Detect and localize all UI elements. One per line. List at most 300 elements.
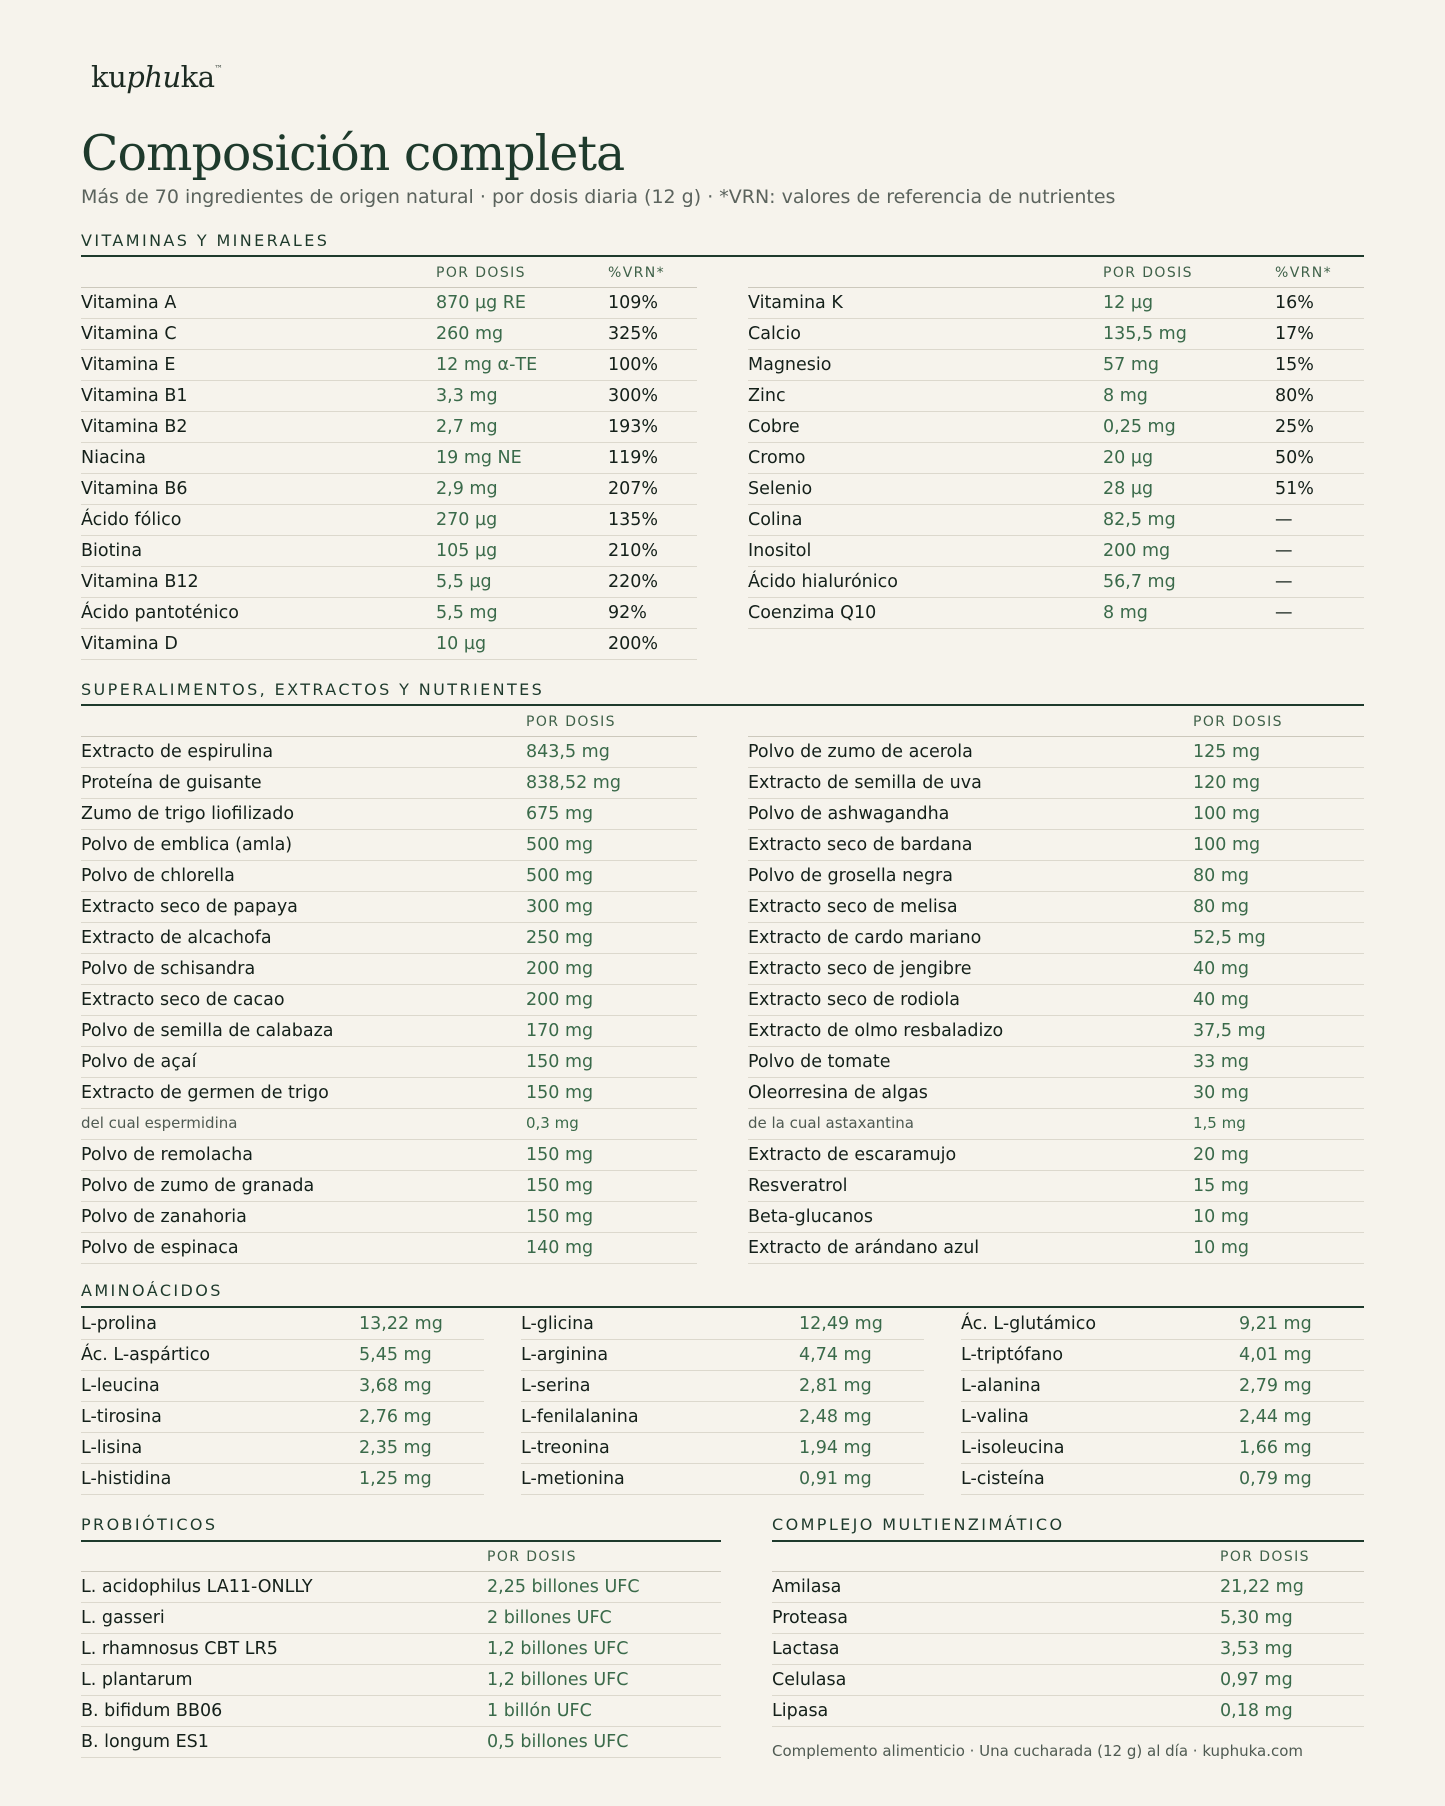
table-row: [81, 1340, 484, 1371]
ingredient-dose: 19 mg NE: [436, 448, 522, 468]
ingredient-name: Extracto seco de bardana: [748, 835, 973, 855]
ingredient-dose: 37,5 mg: [1193, 1021, 1266, 1041]
ingredient-name: Polvo de zumo de granada: [81, 1176, 315, 1196]
table-row: [748, 1233, 1364, 1264]
ingredient-dose: 150 mg: [526, 1145, 594, 1165]
ingredient-dose: 2,44 mg: [1239, 1407, 1312, 1427]
column-header-vrn: %VRN*: [1275, 265, 1333, 281]
table-row: [81, 1402, 484, 1433]
table-row: [81, 598, 697, 629]
ingredient-name: Polvo de emblica (amla): [81, 835, 293, 855]
ingredient-vrn: 300%: [608, 386, 659, 406]
ingredient-name: L-valina: [961, 1407, 1029, 1427]
ingredient-dose: 200 mg: [526, 959, 594, 979]
ingredient-name: Inositol: [748, 541, 812, 561]
ingredient-name: Extracto seco de papaya: [81, 897, 298, 917]
table-row: [961, 1340, 1364, 1371]
ingredient-name: Polvo de chlorella: [81, 866, 235, 886]
table-row: [748, 474, 1364, 505]
ingredient-vrn: 15%: [1275, 355, 1314, 375]
ingredient-name: L-prolina: [81, 1314, 157, 1334]
amino-table-col1: [81, 1309, 484, 1495]
ingredient-dose: 57 mg: [1103, 355, 1159, 375]
ingredient-name: Extracto seco de melisa: [748, 897, 958, 917]
ingredient-name: L-treonina: [521, 1438, 610, 1458]
ingredient-dose: 82,5 mg: [1103, 510, 1176, 530]
ingredient-name: Ác. L-glutámico: [961, 1314, 1097, 1334]
ingredient-dose: 0,3 mg: [526, 1114, 579, 1132]
ingredient-name: Colina: [748, 510, 803, 530]
ingredient-dose: 870 µg RE: [436, 293, 526, 313]
ingredient-name: Magnesio: [748, 355, 832, 375]
table-row: [81, 830, 697, 861]
table-row: [748, 1016, 1364, 1047]
table-row: [961, 1371, 1364, 1402]
table-row: [521, 1402, 924, 1433]
table-row: [81, 1371, 484, 1402]
ingredient-name: Extracto de espirulina: [81, 742, 274, 762]
table-row: [81, 1078, 697, 1109]
table-row: [748, 412, 1364, 443]
page-title: Composición completa: [81, 125, 625, 182]
table-row: [81, 350, 697, 381]
ingredient-dose: 1 billón UFC: [487, 1701, 592, 1721]
table-row: [748, 536, 1364, 567]
ingredient-dose: 200 mg: [1103, 541, 1171, 561]
footer-note: Complemento alimenticio · Una cucharada (12 g) al día · kuphuka.com: [772, 1742, 1304, 1760]
ingredient-vrn: —: [1275, 510, 1293, 530]
ingredient-dose: 150 mg: [526, 1083, 594, 1103]
ingredient-dose: 100 mg: [1193, 804, 1261, 824]
ingredient-name: Proteasa: [772, 1608, 848, 1628]
ingredient-dose: 4,01 mg: [1239, 1345, 1312, 1365]
ingredient-dose: 1,5 mg: [1193, 1114, 1246, 1132]
ingredient-name: L. plantarum: [81, 1670, 193, 1690]
ingredient-dose: 170 mg: [526, 1021, 594, 1041]
ingredient-dose: 40 mg: [1193, 959, 1249, 979]
column-header-dose: POR DOSIS: [1193, 714, 1283, 730]
table-row: [521, 1464, 924, 1495]
ingredient-dose: 2,81 mg: [799, 1376, 872, 1396]
table-row: [748, 505, 1364, 536]
table-header-row: [748, 258, 1364, 288]
ingredient-vrn: 51%: [1275, 479, 1314, 499]
amino-table-col3: [961, 1309, 1364, 1495]
ingredient-dose: 28 µg: [1103, 479, 1154, 499]
ingredient-name: L-serina: [521, 1376, 591, 1396]
table-row: [748, 768, 1364, 799]
ingredient-dose: 843,5 mg: [526, 742, 610, 762]
ingredient-name: L-cisteína: [961, 1469, 1045, 1489]
superfoods-table-right: [748, 707, 1364, 1264]
section-heading-enzymes: COMPLEJO MULTIENZIMÁTICO: [772, 1515, 1065, 1534]
ingredient-name: L-arginina: [521, 1345, 609, 1365]
ingredient-name: Niacina: [81, 448, 146, 468]
ingredient-dose: 56,7 mg: [1103, 572, 1176, 592]
ingredient-name: Vitamina B1: [81, 386, 188, 406]
ingredient-name: Resveratrol: [748, 1176, 848, 1196]
ingredient-name: L-metionina: [521, 1469, 625, 1489]
table-row: [772, 1572, 1364, 1603]
ingredient-name: Extracto seco de jengibre: [748, 959, 972, 979]
column-header-dose: POR DOSIS: [526, 714, 616, 730]
ingredient-dose: 0,91 mg: [799, 1469, 872, 1489]
ingredient-dose: 105 µg: [436, 541, 498, 561]
ingredient-name: Polvo de zumo de acerola: [748, 742, 973, 762]
ingredient-name: Calcio: [748, 324, 801, 344]
table-row: [81, 1233, 697, 1264]
table-row: [81, 954, 697, 985]
ingredient-name: Oleorresina de algas: [748, 1083, 928, 1103]
ingredient-name: del cual espermidina: [81, 1114, 238, 1132]
ingredient-name: Amilasa: [772, 1577, 842, 1597]
ingredient-name: Coenzima Q10: [748, 603, 877, 623]
table-row: [81, 381, 697, 412]
probiotics-table: [81, 1542, 721, 1758]
table-subrow: [748, 1109, 1364, 1140]
table-row: [81, 1572, 721, 1603]
ingredient-dose: 270 µg: [436, 510, 498, 530]
ingredient-name: Ác. L-aspártico: [81, 1345, 211, 1365]
table-row: [81, 1047, 697, 1078]
ingredient-name: Ácido pantoténico: [81, 603, 239, 623]
ingredient-dose: 20 mg: [1193, 1145, 1249, 1165]
ingredient-name: L-histidina: [81, 1469, 172, 1489]
table-row: [961, 1402, 1364, 1433]
ingredient-vrn: 16%: [1275, 293, 1314, 313]
table-row: [748, 319, 1364, 350]
table-row: [748, 954, 1364, 985]
ingredient-name: Polvo de ashwagandha: [748, 804, 950, 824]
table-row: [81, 1464, 484, 1495]
ingredient-vrn: 92%: [608, 603, 647, 623]
table-row: [748, 861, 1364, 892]
ingredient-dose: 33 mg: [1193, 1052, 1249, 1072]
page-subtitle: Más de 70 ingredientes de origen natural · por dosis diaria (12 g) · *VRN: valores de referencia de nutrientes: [81, 186, 1116, 208]
ingredient-name: Vitamina K: [748, 293, 843, 313]
ingredient-dose: 1,2 billones UFC: [487, 1670, 629, 1690]
section-rule: [81, 255, 1364, 257]
ingredient-name: Beta-glucanos: [748, 1207, 873, 1227]
table-row: [521, 1433, 924, 1464]
ingredient-name: Extracto de germen de trigo: [81, 1083, 329, 1103]
ingredient-dose: 675 mg: [526, 804, 594, 824]
ingredient-name: L-glicina: [521, 1314, 594, 1334]
superfoods-table-left: [81, 707, 697, 1264]
table-row: [81, 861, 697, 892]
column-header-vrn: %VRN*: [608, 265, 666, 281]
ingredient-dose: 150 mg: [526, 1176, 594, 1196]
ingredient-vrn: —: [1275, 572, 1293, 592]
ingredient-vrn: 135%: [608, 510, 659, 530]
ingredient-name: L-alanina: [961, 1376, 1041, 1396]
ingredient-dose: 10 mg: [1193, 1238, 1249, 1258]
ingredient-name: Polvo de remolacha: [81, 1145, 253, 1165]
ingredient-name: Ácido hialurónico: [748, 572, 898, 592]
ingredient-name: L-triptófano: [961, 1345, 1064, 1365]
ingredient-dose: 40 mg: [1193, 990, 1249, 1010]
ingredient-name: Polvo de espinaca: [81, 1238, 239, 1258]
ingredient-dose: 300 mg: [526, 897, 594, 917]
table-row: [748, 598, 1364, 629]
table-row: [81, 1016, 697, 1047]
ingredient-name: Proteína de guisante: [81, 773, 262, 793]
table-row: [772, 1603, 1364, 1634]
table-row: [81, 1696, 721, 1727]
ingredient-dose: 3,3 mg: [436, 386, 498, 406]
ingredient-vrn: 25%: [1275, 417, 1314, 437]
ingredient-vrn: 210%: [608, 541, 659, 561]
table-header-row: [81, 1542, 721, 1572]
ingredient-name: L-leucina: [81, 1376, 160, 1396]
ingredient-name: Celulasa: [772, 1670, 847, 1690]
table-row: [748, 1047, 1364, 1078]
ingredient-vrn: 200%: [608, 634, 659, 654]
section-heading-probiotics: PROBIÓTICOS: [81, 1515, 218, 1534]
table-row: [748, 830, 1364, 861]
ingredient-dose: 20 µg: [1103, 448, 1154, 468]
table-row: [748, 350, 1364, 381]
ingredient-name: Extracto seco de cacao: [81, 990, 285, 1010]
vitamins-table-right: [748, 258, 1364, 629]
ingredient-dose: 2,7 mg: [436, 417, 498, 437]
table-row: [748, 985, 1364, 1016]
ingredient-dose: 52,5 mg: [1193, 928, 1266, 948]
ingredient-vrn: 207%: [608, 479, 659, 499]
ingredient-dose: 1,66 mg: [1239, 1438, 1312, 1458]
ingredient-dose: 2,76 mg: [359, 1407, 432, 1427]
ingredient-dose: 4,74 mg: [799, 1345, 872, 1365]
ingredient-name: L-fenilalanina: [521, 1407, 639, 1427]
ingredient-name: L. rhamnosus CBT LR5: [81, 1639, 278, 1659]
table-row: [81, 536, 697, 567]
ingredient-name: Zinc: [748, 386, 786, 406]
table-row: [748, 288, 1364, 319]
ingredient-dose: 10 mg: [1193, 1207, 1249, 1227]
table-row: [81, 1603, 721, 1634]
table-row: [81, 567, 697, 598]
section-heading-superfoods: SUPERALIMENTOS, EXTRACTOS Y NUTRIENTES: [81, 680, 545, 699]
ingredient-dose: 838,52 mg: [526, 773, 621, 793]
ingredient-dose: 500 mg: [526, 866, 594, 886]
table-row: [961, 1464, 1364, 1495]
table-row: [81, 892, 697, 923]
ingredient-name: Polvo de grosella negra: [748, 866, 953, 886]
ingredient-dose: 5,30 mg: [1220, 1608, 1293, 1628]
table-row: [961, 1309, 1364, 1340]
ingredient-dose: 10 µg: [436, 634, 487, 654]
ingredient-name: Selenio: [748, 479, 813, 499]
table-row: [81, 1634, 721, 1665]
ingredient-name: Polvo de açaí: [81, 1052, 197, 1072]
ingredient-name: L-lisina: [81, 1438, 143, 1458]
ingredient-dose: 260 mg: [436, 324, 504, 344]
ingredient-dose: 2,9 mg: [436, 479, 498, 499]
ingredient-dose: 0,25 mg: [1103, 417, 1176, 437]
table-row: [748, 443, 1364, 474]
column-header-dose: POR DOSIS: [487, 1549, 577, 1565]
ingredient-vrn: 109%: [608, 293, 659, 313]
ingredient-dose: 8 mg: [1103, 603, 1148, 623]
ingredient-name: Extracto seco de rodiola: [748, 990, 960, 1010]
ingredient-dose: 2,48 mg: [799, 1407, 872, 1427]
ingredient-name: de la cual astaxantina: [748, 1114, 914, 1132]
table-row: [748, 1171, 1364, 1202]
ingredient-dose: 3,53 mg: [1220, 1639, 1293, 1659]
ingredient-vrn: 325%: [608, 324, 659, 344]
ingredient-dose: 5,5 µg: [436, 572, 492, 592]
table-row: [81, 505, 697, 536]
ingredient-dose: 120 mg: [1193, 773, 1261, 793]
ingredient-dose: 2,35 mg: [359, 1438, 432, 1458]
ingredient-name: Vitamina A: [81, 293, 177, 313]
ingredient-dose: 30 mg: [1193, 1083, 1249, 1103]
ingredient-dose: 150 mg: [526, 1052, 594, 1072]
ingredient-dose: 12,49 mg: [799, 1314, 883, 1334]
ingredient-vrn: 100%: [608, 355, 659, 375]
table-row: [81, 799, 697, 830]
ingredient-name: Vitamina B12: [81, 572, 199, 592]
table-row: [81, 1202, 697, 1233]
table-row: [81, 1140, 697, 1171]
ingredient-name: Extracto de escaramujo: [748, 1145, 957, 1165]
ingredient-dose: 1,2 billones UFC: [487, 1639, 629, 1659]
ingredient-dose: 0,79 mg: [1239, 1469, 1312, 1489]
section-rule: [81, 704, 1364, 706]
table-row: [748, 799, 1364, 830]
table-row: [81, 923, 697, 954]
ingredient-dose: 250 mg: [526, 928, 594, 948]
ingredient-vrn: —: [1275, 603, 1293, 623]
table-row: [81, 1727, 721, 1758]
ingredient-vrn: 50%: [1275, 448, 1314, 468]
ingredient-name: Vitamina B6: [81, 479, 188, 499]
ingredient-name: Extracto de alcachofa: [81, 928, 272, 948]
table-row: [961, 1433, 1364, 1464]
ingredient-name: Extracto de cardo mariano: [748, 928, 982, 948]
table-row: [748, 567, 1364, 598]
ingredient-dose: 5,45 mg: [359, 1345, 432, 1365]
ingredient-name: Polvo de zanahoria: [81, 1207, 247, 1227]
ingredient-dose: 140 mg: [526, 1238, 594, 1258]
ingredient-name: Polvo de schisandra: [81, 959, 256, 979]
ingredient-dose: 5,5 mg: [436, 603, 498, 623]
ingredient-dose: 9,21 mg: [1239, 1314, 1312, 1334]
table-row: [748, 892, 1364, 923]
ingredient-dose: 12 mg α-TE: [436, 355, 538, 375]
ingredient-name: Extracto de olmo resbaladizo: [748, 1021, 1004, 1041]
ingredient-name: Vitamina B2: [81, 417, 188, 437]
table-row: [772, 1665, 1364, 1696]
ingredient-dose: 500 mg: [526, 835, 594, 855]
ingredient-name: Ácido fólico: [81, 510, 182, 530]
ingredient-dose: 15 mg: [1193, 1176, 1249, 1196]
ingredient-dose: 135,5 mg: [1103, 324, 1187, 344]
section-rule: [81, 1306, 1364, 1308]
ingredient-dose: 0,97 mg: [1220, 1670, 1293, 1690]
table-row: [81, 412, 697, 443]
table-row: [521, 1340, 924, 1371]
section-heading-vitamins: VITAMINAS Y MINERALES: [81, 231, 330, 250]
table-row: [81, 629, 697, 660]
ingredient-name: L. gasseri: [81, 1608, 165, 1628]
ingredient-dose: 200 mg: [526, 990, 594, 1010]
table-row: [81, 737, 697, 768]
ingredient-dose: 8 mg: [1103, 386, 1148, 406]
table-row: [81, 1433, 484, 1464]
ingredient-name: Polvo de tomate: [748, 1052, 891, 1072]
ingredient-name: B. bifidum BB06: [81, 1701, 223, 1721]
ingredient-name: L-tirosina: [81, 1407, 162, 1427]
table-header-row: [772, 1542, 1364, 1572]
ingredient-name: Lipasa: [772, 1701, 829, 1721]
table-row: [81, 288, 697, 319]
table-row: [81, 768, 697, 799]
ingredient-dose: 0,5 billones UFC: [487, 1732, 629, 1752]
table-row: [772, 1696, 1364, 1727]
table-row: [748, 737, 1364, 768]
table-row: [81, 1309, 484, 1340]
amino-table-col2: [521, 1309, 924, 1495]
table-row: [521, 1371, 924, 1402]
ingredient-dose: 13,22 mg: [359, 1314, 443, 1334]
ingredient-vrn: —: [1275, 541, 1293, 561]
table-row: [81, 443, 697, 474]
table-row: [748, 1202, 1364, 1233]
table-row: [521, 1309, 924, 1340]
ingredient-vrn: 119%: [608, 448, 659, 468]
column-header-dose: POR DOSIS: [1103, 265, 1193, 281]
brand-logo[interactable]: kuphuka™: [91, 60, 223, 94]
ingredient-dose: 21,22 mg: [1220, 1577, 1304, 1597]
vitamins-table-left: [81, 258, 697, 660]
ingredient-name: Vitamina D: [81, 634, 178, 654]
ingredient-name: Polvo de semilla de calabaza: [81, 1021, 334, 1041]
ingredient-name: L-isoleucina: [961, 1438, 1065, 1458]
ingredient-dose: 12 µg: [1103, 293, 1154, 313]
ingredient-dose: 3,68 mg: [359, 1376, 432, 1396]
ingredient-dose: 100 mg: [1193, 835, 1261, 855]
ingredient-name: Extracto de arándano azul: [748, 1238, 980, 1258]
table-row: [772, 1634, 1364, 1665]
ingredient-dose: 2,25 billones UFC: [487, 1577, 640, 1597]
table-row: [748, 1140, 1364, 1171]
ingredient-name: Extracto de semilla de uva: [748, 773, 982, 793]
table-row: [81, 319, 697, 350]
column-header-dose: POR DOSIS: [1220, 1549, 1310, 1565]
table-header-row: [748, 707, 1364, 737]
ingredient-vrn: 80%: [1275, 386, 1314, 406]
ingredient-dose: 150 mg: [526, 1207, 594, 1227]
table-header-row: [81, 707, 697, 737]
ingredient-dose: 1,25 mg: [359, 1469, 432, 1489]
section-heading-amino: AMINOÁCIDOS: [81, 1281, 223, 1300]
ingredient-name: Lactasa: [772, 1639, 840, 1659]
table-header-row: [81, 258, 697, 288]
enzymes-table: [772, 1542, 1364, 1727]
table-row: [748, 381, 1364, 412]
column-header-dose: POR DOSIS: [436, 265, 526, 281]
table-row: [748, 923, 1364, 954]
ingredient-name: Vitamina C: [81, 324, 177, 344]
ingredient-dose: 2,79 mg: [1239, 1376, 1312, 1396]
ingredient-dose: 80 mg: [1193, 866, 1249, 886]
ingredient-dose: 80 mg: [1193, 897, 1249, 917]
ingredient-dose: 0,18 mg: [1220, 1701, 1293, 1721]
ingredient-name: Vitamina E: [81, 355, 176, 375]
table-row: [81, 1665, 721, 1696]
ingredient-name: Cromo: [748, 448, 806, 468]
